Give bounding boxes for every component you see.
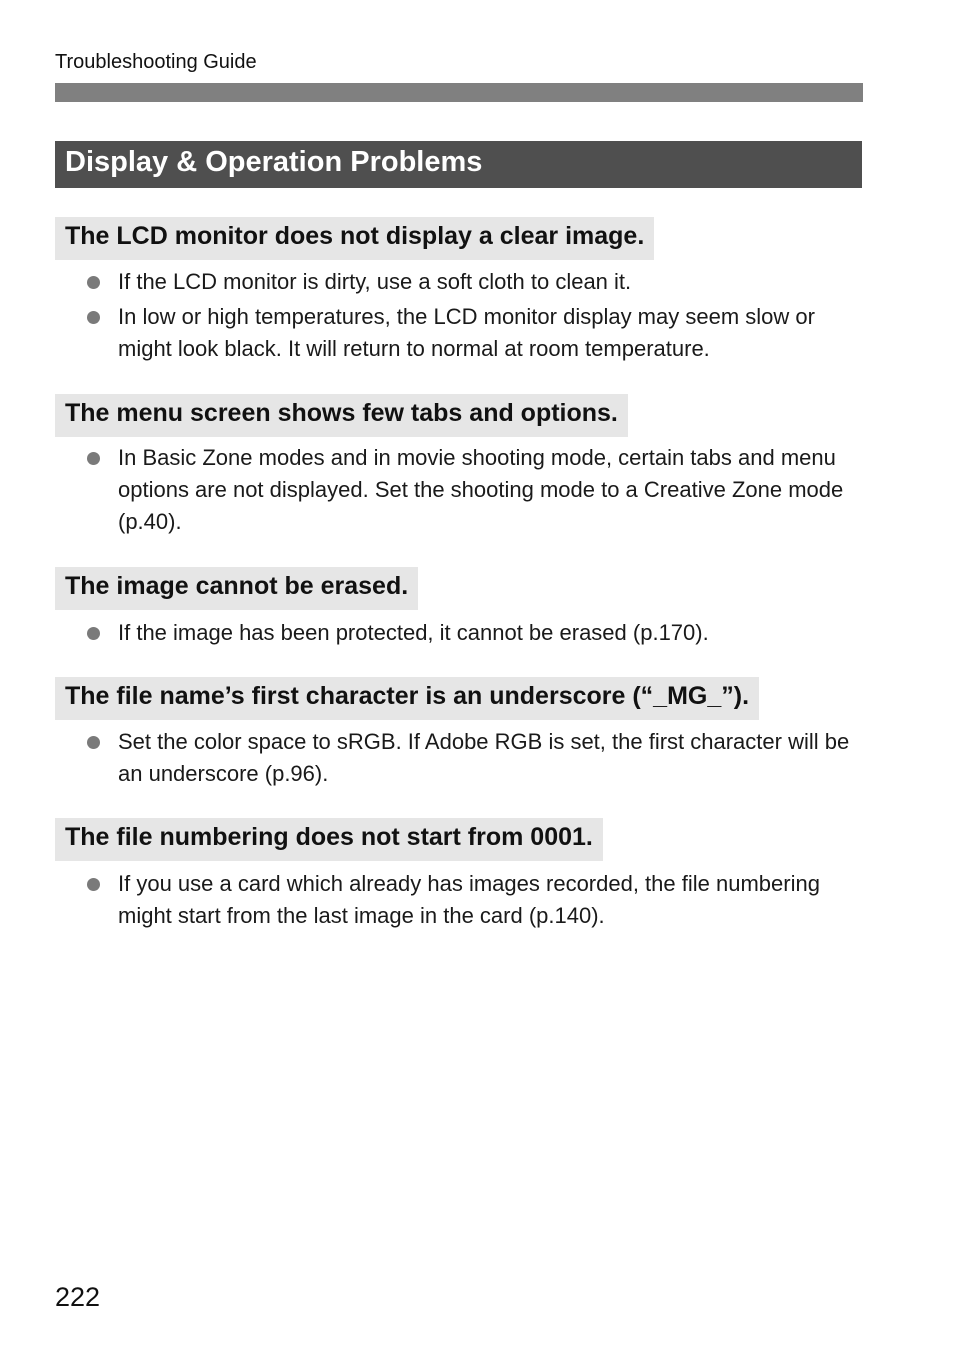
list-item — [55, 868, 863, 932]
bullet-list — [55, 442, 863, 538]
bullet-icon — [87, 878, 100, 891]
bullet-icon — [87, 627, 100, 640]
running-head: Troubleshooting Guide — [55, 51, 257, 73]
bullet-text: In Basic Zone modes and in movie shooting mode, certain tabs and menu options are not displayed. Set the shooting mode to a Creative Zone mode (p.40). — [118, 445, 844, 534]
section-title: Display & Operation Problems — [55, 141, 862, 188]
bullet-icon — [87, 276, 100, 289]
bullet-icon — [87, 736, 100, 749]
bullet-icon — [87, 311, 100, 324]
list-item — [55, 266, 863, 298]
bullet-text: Set the color space to sRGB. If Adobe RGB is set, the first character will be an underscore (p.96). — [118, 729, 850, 786]
bullet-text: In low or high temperatures, the LCD monitor display may seem slow or might look black. It will return to normal at room temperature. — [118, 304, 815, 361]
bullet-list — [55, 726, 863, 790]
list-item — [55, 301, 863, 365]
issue-heading: The file name’s first character is an underscore (“_MG_”). — [55, 677, 759, 720]
page-number: 222 — [55, 1282, 101, 1312]
issue-file-name-underscore — [55, 677, 863, 790]
bullet-text: If the LCD monitor is dirty, use a soft cloth to clean it. — [118, 269, 632, 294]
issue-heading: The menu screen shows few tabs and options. — [55, 394, 628, 437]
bullet-icon — [87, 452, 100, 465]
issue-menu-few-tabs — [55, 394, 863, 538]
issue-image-cannot-erase — [55, 567, 863, 649]
issue-file-numbering — [55, 818, 863, 932]
issue-heading: The LCD monitor does not display a clear image. — [55, 217, 654, 260]
list-item — [55, 442, 863, 538]
bullet-list — [55, 266, 863, 365]
bullet-list — [55, 617, 863, 649]
issue-heading: The file numbering does not start from 0001. — [55, 818, 603, 861]
bullet-text: If the image has been protected, it cannot be erased (p.170). — [118, 620, 709, 645]
header-rule-bar — [55, 83, 863, 102]
bullet-list — [55, 868, 863, 932]
issue-heading: The image cannot be erased. — [55, 567, 418, 610]
issue-lcd-unclear — [55, 217, 863, 365]
bullet-text: If you use a card which already has images recorded, the file numbering might start from the last image in the card (p.140). — [118, 871, 820, 928]
list-item — [55, 726, 863, 790]
list-item — [55, 617, 863, 649]
